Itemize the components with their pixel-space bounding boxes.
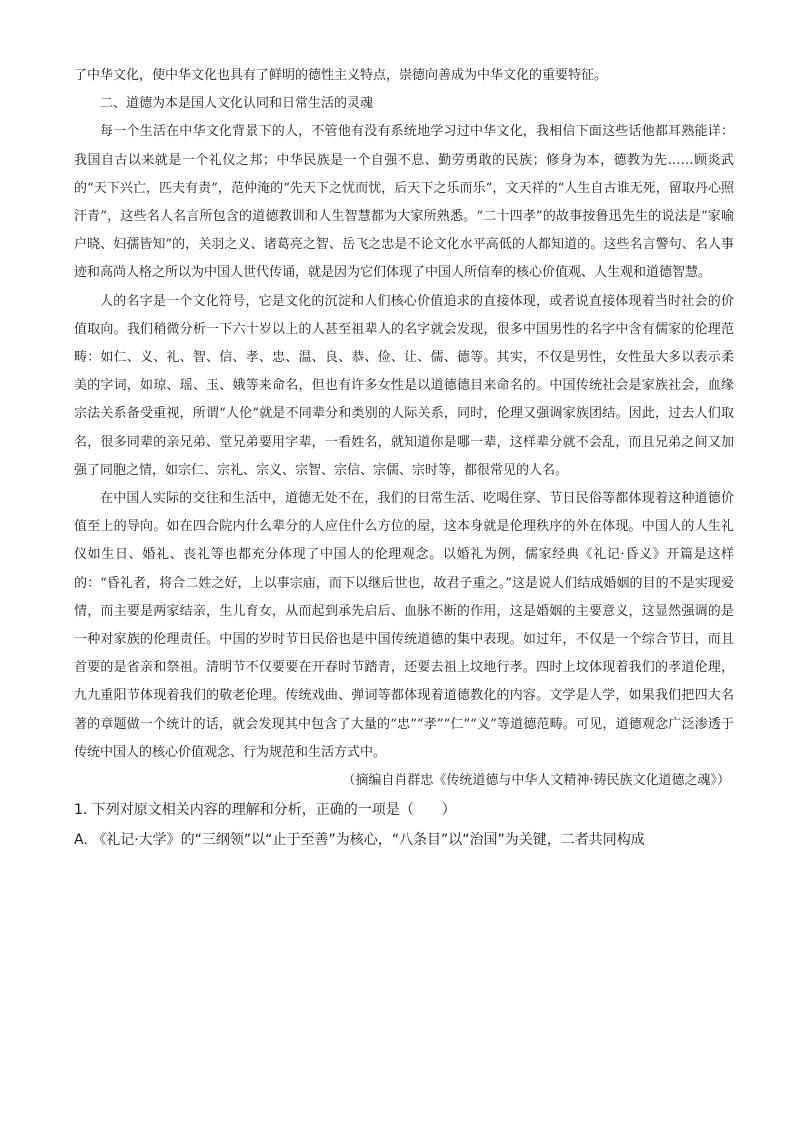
section-heading: 二、道德为本是国人文化认同和日常生活的灵魂	[100, 96, 374, 112]
lead-text: 了中华文化，使中华文化也具有了鲜明的德性主义特点，崇德向善成为中华文化的重要特征。	[74, 68, 608, 83]
source-citation: （摘编自肖群忠《传统道德与中华人文精神·铸民族文化道德之魂》）	[342, 773, 730, 789]
paragraph-2: 人的名字是一个文化符号，它是文化的沉淀和人们核心价值追求的直接体现，或者说直接体现着当时社会的价值取向。我们稍微分析一下六十岁以上的人甚至祖辈人的名字就会发现，很多中国男性的名字中含有儒家的伦理范畴：如仁、义、礼、智、信、孝、忠、温、良、恭、俭、让、儒、德等。其实，不仅是男性，女性虽大多以表示柔美的字词，如琼、瑶、玉、娥等来命名，但也有许多女性是以道德德目来命名的。中国传统社会是家族社会，血缘宗法关系备受重视，所谓“人伦”就是不同辈分和类别的人际关系，同时，伦理又强调家族团结。因此，过去人们取名，很多同辈的亲兄弟、堂兄弟要用字辈，一看姓名，就知道你是哪一辈，这样辈分就不会乱，而且兄弟之间又加强了同胞之情，如宗仁、宗礼、宗义、宗智、宗信、宗儒、宗时等，都很常见的人名。	[74, 293, 734, 478]
option-a: A. 《礼记·大学》的“三纲领”以“止于至善”为核心，“八条目”以“治国”为关键，二者共同构成	[74, 832, 645, 849]
paragraph-1: 每一个生活在中华文化背景下的人，不管他有没有系统地学习过中华文化，我相信下面这些话他都耳熟能详：我国自古以来就是一个礼仪之邦；中华民族是一个自强不息、勤劳勇敢的民族；修身为本，德教为先……顾炎武的“天下兴亡，匹夫有责”，范仲淹的“先天下之忧而忧，后天下之乐而乐”，文天祥的“人生自古谁无死，留取丹心照汗青”，这些名人名言所包含的道德教训和人生智慧都为大家所熟悉。“二十四孝”的故事按鲁迅先生的说法是“家喻户晓、妇孺皆知”的，关羽之义、诸葛亮之智、岳飞之忠是不论文化水平高低的人都知道的。这些名言警句、名人事迹和高尚人格之所以为中国人世代传诵，就是因为它们体现了中国人所信奉的核心价值观、人生观和道德智慧。	[74, 124, 734, 281]
question-stem: 1. 下列对原文相关内容的理解和分析，正确的一项是（ ）	[74, 802, 456, 819]
document-page	[74, 62, 734, 855]
paragraph-3: 在中国人实际的交往和生活中，道德无处不在，我们的日常生活、吃喝住穿、节日民俗等都体现着这种道德价值至上的导向。如在四合院内什么辈分的人应住什么方位的屋，这本身就是伦理秩序的外在体现。中国人的人生礼仪如生日、婚礼、丧礼等也都充分体现了中国人的伦理观念。以婚礼为例，儒家经典《礼记·昏义》开篇是这样的：“昏礼者，将合二姓之好，上以事宗庙，而下以继后世也，故君子重之。”这是说人们结成婚姻的目的不是实现爱情，而主要是两家结亲，生儿育女，从而起到承先启后、血脉不断的作用，这是婚姻的主要意义，这显然强调的是一种对家族的伦理责任。中国的岁时节日民俗也是中国传统道德的集中表现。如过年，不仅是一个综合节日，而且首要的是省亲和祭祖。清明节不仅要要在开春时节踏青，还要去祖上坟地行孝。四时上坟体现着我们的孝道伦理，九九重阳节体现着我们的敬老伦理。传统戏曲、弹词等都体现着道德教化的内容。文学是人学，如果我们把四大名著的章题做一个统计的话，就会发现其中包含了大量的“忠”“孝”“仁”“义”等道德范畴。可见，道德观念广泛渗透于传统中国人的核心价值观念、行为规范和生活方式中。	[74, 491, 734, 760]
